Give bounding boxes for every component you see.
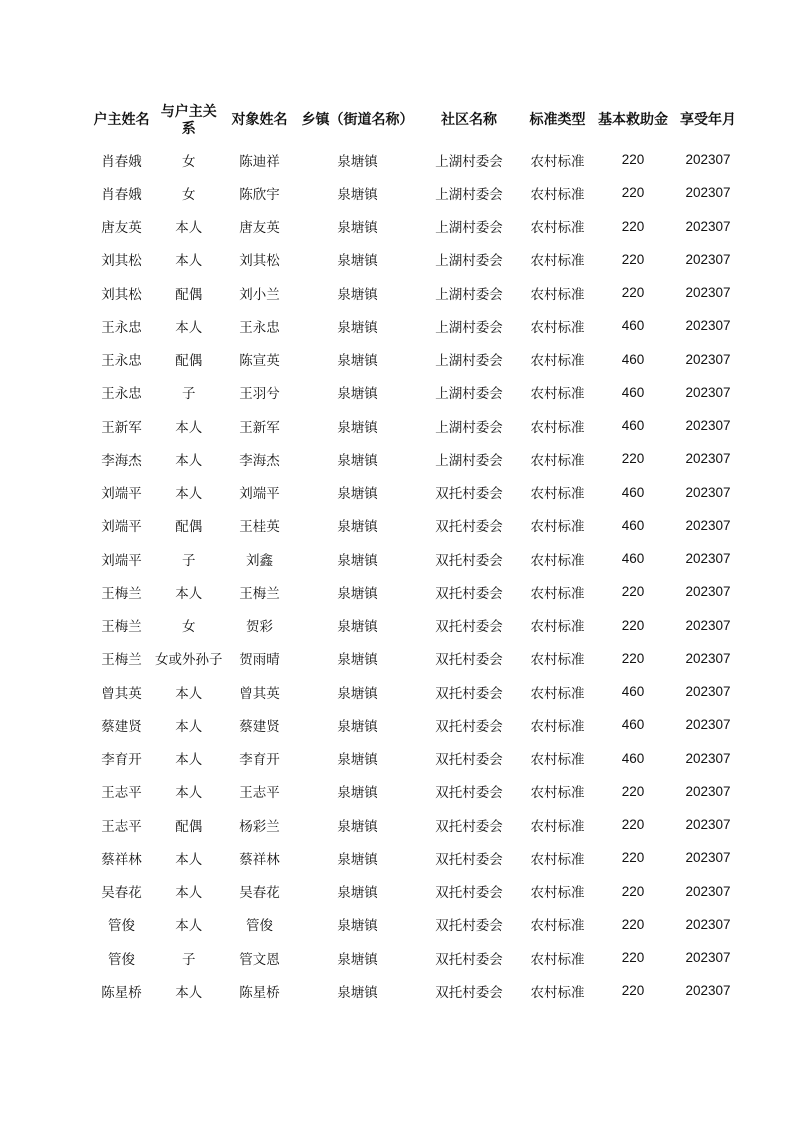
- cell-year-month: 202307: [685, 950, 731, 966]
- cell-basic-allowance: 220: [621, 218, 645, 234]
- table-row: [88, 575, 746, 608]
- header-community: 社区名称: [441, 112, 497, 128]
- cell-householder-name: 管俊: [108, 951, 135, 968]
- cell-recipient-name: 刘其松: [239, 253, 280, 270]
- cell-relationship: 子: [182, 951, 196, 968]
- cell-relationship: 配偶: [175, 286, 203, 303]
- cell-basic-allowance: 220: [621, 883, 645, 899]
- table-row: [88, 841, 746, 874]
- cell-householder-name: 王志平: [101, 818, 142, 835]
- cell-year-month: 202307: [685, 983, 731, 999]
- cell-standard-type: 农村标准: [530, 619, 585, 636]
- cell-township: 泉塘镇: [337, 386, 378, 403]
- cell-year-month: 202307: [685, 551, 731, 567]
- cell-year-month: 202307: [685, 418, 731, 434]
- header-township: 乡镇（街道名称）: [301, 112, 414, 128]
- cell-year-month: 202307: [685, 916, 731, 932]
- cell-basic-allowance: 220: [621, 152, 645, 168]
- table-row: [88, 309, 746, 342]
- cell-basic-allowance: 220: [621, 584, 645, 600]
- cell-basic-allowance: 220: [621, 950, 645, 966]
- cell-standard-type: 农村标准: [530, 718, 585, 735]
- cell-householder-name: 肖春娥: [101, 186, 142, 203]
- table-row: [88, 908, 746, 941]
- cell-year-month: 202307: [685, 185, 731, 201]
- table-row: [88, 808, 746, 841]
- cell-standard-type: 农村标准: [530, 585, 585, 602]
- cell-basic-allowance: 460: [621, 318, 645, 334]
- cell-recipient-name: 吴春花: [239, 885, 280, 902]
- cell-township: 泉塘镇: [337, 585, 378, 602]
- cell-community: 双托村委会: [435, 818, 503, 835]
- cell-community: 上湖村委会: [435, 286, 503, 303]
- cell-community: 双托村委会: [435, 486, 503, 503]
- cell-householder-name: 吴春花: [101, 885, 142, 902]
- cell-basic-allowance: 220: [621, 285, 645, 301]
- cell-basic-allowance: 460: [621, 351, 645, 367]
- table-row: [88, 143, 746, 176]
- cell-standard-type: 农村标准: [530, 885, 585, 902]
- cell-relationship: 女: [182, 153, 196, 170]
- cell-standard-type: 农村标准: [530, 353, 585, 370]
- table-row: [88, 442, 746, 475]
- cell-basic-allowance: 220: [621, 783, 645, 799]
- cell-community: 上湖村委会: [435, 253, 503, 270]
- cell-recipient-name: 曾其英: [239, 685, 280, 702]
- cell-householder-name: 王志平: [101, 785, 142, 802]
- table-row: [88, 609, 746, 642]
- table-row: [88, 675, 746, 708]
- cell-recipient-name: 刘小兰: [239, 286, 280, 303]
- cell-basic-allowance: 220: [621, 850, 645, 866]
- cell-township: 泉塘镇: [337, 220, 378, 237]
- table-row: [88, 376, 746, 409]
- cell-township: 泉塘镇: [337, 153, 378, 170]
- relief-recipients-table: [88, 98, 746, 1008]
- cell-relationship: 本人: [175, 419, 203, 436]
- cell-standard-type: 农村标准: [530, 319, 585, 336]
- cell-community: 上湖村委会: [435, 186, 503, 203]
- cell-community: 双托村委会: [435, 851, 503, 868]
- cell-year-month: 202307: [685, 617, 731, 633]
- header-householder-name: 户主姓名: [93, 112, 150, 128]
- cell-community: 双托村委会: [435, 585, 503, 602]
- cell-township: 泉塘镇: [337, 851, 378, 868]
- cell-township: 泉塘镇: [337, 519, 378, 536]
- cell-township: 泉塘镇: [337, 319, 378, 336]
- cell-householder-name: 蔡祥林: [101, 851, 142, 868]
- cell-standard-type: 农村标准: [530, 452, 585, 469]
- cell-basic-allowance: 460: [621, 717, 645, 733]
- cell-relationship: 配偶: [175, 818, 203, 835]
- cell-relationship: 本人: [175, 718, 203, 735]
- cell-relationship: 本人: [175, 685, 203, 702]
- cell-recipient-name: 管俊: [246, 918, 273, 935]
- table-row: [88, 276, 746, 309]
- cell-basic-allowance: 460: [621, 750, 645, 766]
- cell-township: 泉塘镇: [337, 619, 378, 636]
- cell-householder-name: 李育开: [101, 752, 142, 769]
- cell-township: 泉塘镇: [337, 552, 378, 569]
- cell-householder-name: 陈星桥: [101, 984, 142, 1001]
- cell-basic-allowance: 460: [621, 517, 645, 533]
- cell-standard-type: 农村标准: [530, 652, 585, 669]
- cell-householder-name: 王梅兰: [101, 619, 142, 636]
- cell-householder-name: 刘其松: [101, 253, 142, 270]
- cell-standard-type: 农村标准: [530, 153, 585, 170]
- cell-householder-name: 王永忠: [101, 353, 142, 370]
- cell-community: 上湖村委会: [435, 419, 503, 436]
- cell-basic-allowance: 460: [621, 384, 645, 400]
- cell-householder-name: 刘端平: [101, 552, 142, 569]
- table-header-row: [88, 98, 746, 143]
- cell-township: 泉塘镇: [337, 918, 378, 935]
- cell-year-month: 202307: [685, 783, 731, 799]
- cell-year-month: 202307: [685, 318, 731, 334]
- cell-relationship: 子: [182, 386, 196, 403]
- cell-relationship: 子: [182, 552, 196, 569]
- cell-community: 双托村委会: [435, 951, 503, 968]
- cell-township: 泉塘镇: [337, 353, 378, 370]
- cell-basic-allowance: 220: [621, 617, 645, 633]
- table-row: [88, 642, 746, 675]
- table-row: [88, 875, 746, 908]
- cell-standard-type: 农村标准: [530, 286, 585, 303]
- cell-community: 双托村委会: [435, 718, 503, 735]
- cell-recipient-name: 杨彩兰: [239, 818, 280, 835]
- table-row: [88, 176, 746, 209]
- cell-householder-name: 管俊: [108, 918, 135, 935]
- cell-standard-type: 农村标准: [530, 951, 585, 968]
- cell-community: 上湖村委会: [435, 153, 503, 170]
- cell-year-month: 202307: [685, 750, 731, 766]
- cell-township: 泉塘镇: [337, 951, 378, 968]
- cell-householder-name: 刘端平: [101, 486, 142, 503]
- cell-year-month: 202307: [685, 883, 731, 899]
- cell-year-month: 202307: [685, 650, 731, 666]
- cell-relationship: 女或外孙子: [155, 652, 223, 669]
- cell-basic-allowance: 460: [621, 684, 645, 700]
- cell-relationship: 本人: [175, 984, 203, 1001]
- cell-year-month: 202307: [685, 451, 731, 467]
- cell-householder-name: 王永忠: [101, 319, 142, 336]
- cell-year-month: 202307: [685, 251, 731, 267]
- cell-recipient-name: 王桂英: [239, 519, 280, 536]
- cell-township: 泉塘镇: [337, 818, 378, 835]
- cell-relationship: 本人: [175, 486, 203, 503]
- cell-relationship: 女: [182, 186, 196, 203]
- cell-township: 泉塘镇: [337, 253, 378, 270]
- cell-township: 泉塘镇: [337, 486, 378, 503]
- cell-recipient-name: 王志平: [239, 785, 280, 802]
- cell-relationship: 配偶: [175, 353, 203, 370]
- cell-standard-type: 农村标准: [530, 685, 585, 702]
- cell-community: 双托村委会: [435, 918, 503, 935]
- table-row: [88, 742, 746, 775]
- cell-basic-allowance: 460: [621, 418, 645, 434]
- cell-recipient-name: 王梅兰: [239, 585, 280, 602]
- cell-householder-name: 唐友英: [101, 220, 142, 237]
- table-row: [88, 343, 746, 376]
- cell-standard-type: 农村标准: [530, 752, 585, 769]
- header-recipient-name: 对象姓名: [231, 112, 288, 128]
- cell-basic-allowance: 220: [621, 451, 645, 467]
- cell-year-month: 202307: [685, 484, 731, 500]
- cell-township: 泉塘镇: [337, 885, 378, 902]
- cell-relationship: 本人: [175, 220, 203, 237]
- cell-basic-allowance: 460: [621, 551, 645, 567]
- cell-year-month: 202307: [685, 684, 731, 700]
- cell-recipient-name: 陈欣宇: [239, 186, 280, 203]
- cell-householder-name: 王新军: [101, 419, 142, 436]
- cell-householder-name: 李海杰: [101, 452, 142, 469]
- cell-year-month: 202307: [685, 384, 731, 400]
- cell-community: 双托村委会: [435, 752, 503, 769]
- cell-township: 泉塘镇: [337, 718, 378, 735]
- cell-recipient-name: 陈星桥: [239, 984, 280, 1001]
- cell-recipient-name: 刘端平: [239, 486, 280, 503]
- cell-recipient-name: 唐友英: [239, 220, 280, 237]
- cell-community: 双托村委会: [435, 619, 503, 636]
- cell-recipient-name: 贺彩: [246, 619, 273, 636]
- cell-standard-type: 农村标准: [530, 552, 585, 569]
- cell-relationship: 本人: [175, 785, 203, 802]
- cell-community: 双托村委会: [435, 785, 503, 802]
- header-basic-allowance: 基本救助金: [598, 112, 668, 128]
- cell-relationship: 本人: [175, 319, 203, 336]
- cell-basic-allowance: 220: [621, 650, 645, 666]
- cell-relationship: 本人: [175, 752, 203, 769]
- header-relationship: 与户主关系: [160, 103, 217, 137]
- cell-township: 泉塘镇: [337, 752, 378, 769]
- cell-householder-name: 蔡建贤: [101, 718, 142, 735]
- cell-year-month: 202307: [685, 817, 731, 833]
- table-row: [88, 243, 746, 276]
- cell-relationship: 本人: [175, 585, 203, 602]
- cell-standard-type: 农村标准: [530, 186, 585, 203]
- cell-year-month: 202307: [685, 152, 731, 168]
- table-row: [88, 409, 746, 442]
- cell-recipient-name: 蔡建贤: [239, 718, 280, 735]
- cell-community: 上湖村委会: [435, 220, 503, 237]
- cell-year-month: 202307: [685, 218, 731, 234]
- cell-recipient-name: 李育开: [239, 752, 280, 769]
- cell-township: 泉塘镇: [337, 419, 378, 436]
- cell-standard-type: 农村标准: [530, 419, 585, 436]
- cell-community: 双托村委会: [435, 519, 503, 536]
- cell-township: 泉塘镇: [337, 652, 378, 669]
- cell-township: 泉塘镇: [337, 984, 378, 1001]
- cell-community: 双托村委会: [435, 984, 503, 1001]
- cell-basic-allowance: 220: [621, 983, 645, 999]
- cell-standard-type: 农村标准: [530, 519, 585, 536]
- cell-relationship: 本人: [175, 452, 203, 469]
- cell-recipient-name: 李海杰: [239, 452, 280, 469]
- cell-relationship: 本人: [175, 851, 203, 868]
- cell-community: 双托村委会: [435, 552, 503, 569]
- table-row: [88, 210, 746, 243]
- cell-year-month: 202307: [685, 584, 731, 600]
- cell-recipient-name: 蔡祥林: [239, 851, 280, 868]
- cell-householder-name: 刘其松: [101, 286, 142, 303]
- cell-recipient-name: 王新军: [239, 419, 280, 436]
- cell-standard-type: 农村标准: [530, 253, 585, 270]
- cell-year-month: 202307: [685, 850, 731, 866]
- cell-recipient-name: 王永忠: [239, 319, 280, 336]
- cell-householder-name: 王梅兰: [101, 585, 142, 602]
- cell-community: 双托村委会: [435, 652, 503, 669]
- cell-standard-type: 农村标准: [530, 386, 585, 403]
- cell-standard-type: 农村标准: [530, 984, 585, 1001]
- cell-relationship: 配偶: [175, 519, 203, 536]
- cell-standard-type: 农村标准: [530, 220, 585, 237]
- cell-relationship: 本人: [175, 918, 203, 935]
- cell-year-month: 202307: [685, 517, 731, 533]
- table-row: [88, 509, 746, 542]
- cell-standard-type: 农村标准: [530, 918, 585, 935]
- cell-township: 泉塘镇: [337, 785, 378, 802]
- cell-basic-allowance: 220: [621, 251, 645, 267]
- table-row: [88, 708, 746, 741]
- cell-community: 双托村委会: [435, 885, 503, 902]
- cell-community: 双托村委会: [435, 685, 503, 702]
- table-row: [88, 542, 746, 575]
- cell-recipient-name: 王羽兮: [239, 386, 280, 403]
- cell-township: 泉塘镇: [337, 452, 378, 469]
- cell-standard-type: 农村标准: [530, 785, 585, 802]
- header-standard-type: 标准类型: [529, 112, 586, 128]
- cell-year-month: 202307: [685, 351, 731, 367]
- cell-basic-allowance: 220: [621, 185, 645, 201]
- cell-standard-type: 农村标准: [530, 486, 585, 503]
- cell-relationship: 本人: [175, 253, 203, 270]
- table-row: [88, 476, 746, 509]
- cell-basic-allowance: 460: [621, 484, 645, 500]
- table-row: [88, 974, 746, 1007]
- cell-township: 泉塘镇: [337, 286, 378, 303]
- table-row: [88, 775, 746, 808]
- cell-relationship: 女: [182, 619, 196, 636]
- cell-year-month: 202307: [685, 285, 731, 301]
- cell-householder-name: 王永忠: [101, 386, 142, 403]
- cell-householder-name: 肖春娥: [101, 153, 142, 170]
- cell-basic-allowance: 220: [621, 916, 645, 932]
- cell-householder-name: 刘端平: [101, 519, 142, 536]
- cell-recipient-name: 管文恩: [239, 951, 280, 968]
- cell-community: 上湖村委会: [435, 353, 503, 370]
- cell-recipient-name: 贺雨晴: [239, 652, 280, 669]
- cell-year-month: 202307: [685, 717, 731, 733]
- cell-basic-allowance: 220: [621, 817, 645, 833]
- cell-township: 泉塘镇: [337, 186, 378, 203]
- cell-standard-type: 农村标准: [530, 851, 585, 868]
- cell-relationship: 本人: [175, 885, 203, 902]
- cell-standard-type: 农村标准: [530, 818, 585, 835]
- table-row: [88, 941, 746, 974]
- cell-recipient-name: 陈迪祥: [239, 153, 280, 170]
- header-year-month: 享受年月: [680, 112, 736, 128]
- cell-community: 上湖村委会: [435, 386, 503, 403]
- cell-recipient-name: 刘鑫: [246, 552, 273, 569]
- cell-recipient-name: 陈宣英: [239, 353, 280, 370]
- cell-community: 上湖村委会: [435, 452, 503, 469]
- cell-township: 泉塘镇: [337, 685, 378, 702]
- cell-householder-name: 王梅兰: [101, 652, 142, 669]
- cell-community: 上湖村委会: [435, 319, 503, 336]
- cell-householder-name: 曾其英: [101, 685, 142, 702]
